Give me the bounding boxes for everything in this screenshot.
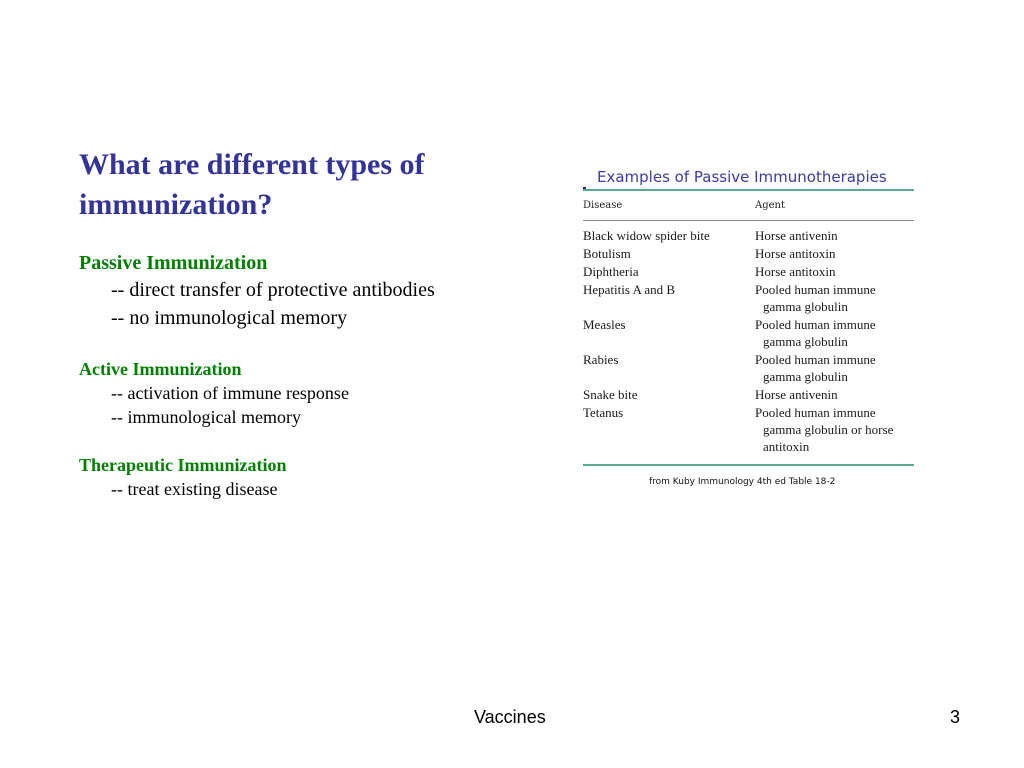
- table-cell-agent: [755, 316, 876, 350]
- section-heading-therapeutic: Therapeutic Immunization: [79, 455, 287, 475]
- table-cell-agent: [755, 263, 836, 280]
- agent-line: gamma globulin: [763, 299, 848, 314]
- table-cell-agent: [755, 404, 893, 455]
- table-cell-disease: Black widow spider bite: [583, 228, 710, 243]
- table-cell-agent: [755, 281, 876, 315]
- table-cell-disease: Diphtheria: [583, 264, 639, 279]
- bullet-point: -- no immunological memory: [111, 307, 348, 329]
- agent-line: Horse antitoxin: [755, 246, 836, 261]
- table-title: Examples of Passive Immunotherapies: [597, 168, 887, 186]
- bullet-point: -- treat existing disease: [111, 479, 278, 499]
- bullet-point: -- activation of immune response: [111, 383, 349, 403]
- table-cell-disease: Tetanus: [583, 405, 624, 420]
- agent-line: Pooled human immune: [755, 352, 876, 367]
- slide-title: What are different types of immunization?: [79, 148, 425, 221]
- agent-line: Pooled human immune: [755, 317, 876, 332]
- agent-line: gamma globulin: [763, 369, 848, 384]
- agent-line: Horse antivenin: [755, 387, 838, 402]
- table-cell-disease: Snake bite: [583, 387, 638, 402]
- table-cell-agent: [755, 245, 836, 262]
- agent-line: antitoxin: [763, 439, 810, 454]
- table-cell-agent: [755, 386, 838, 403]
- agent-line: Pooled human immune: [755, 282, 876, 297]
- table-header-rule: [583, 220, 914, 221]
- table-cell-disease: Rabies: [583, 352, 619, 367]
- agent-line: gamma globulin or horse: [763, 422, 894, 437]
- column-header-agent: Agent: [755, 200, 785, 211]
- section-heading-active: Active Immunization: [79, 359, 242, 379]
- bullet-point: -- direct transfer of protective antibodies: [111, 279, 435, 301]
- table-cell-agent: [755, 351, 876, 385]
- agent-line: Horse antitoxin: [755, 264, 836, 279]
- footer-label: Vaccines: [474, 707, 546, 727]
- bullet-point: -- immunological memory: [111, 407, 301, 427]
- page-number: 3: [950, 707, 961, 727]
- table-source-citation: from Kuby Immunology 4th ed Table 18-2: [649, 477, 836, 487]
- column-header-disease: Disease: [583, 200, 623, 211]
- table-cell-agent: [755, 227, 838, 244]
- table-cell-disease: Botulism: [583, 246, 631, 261]
- table-bottom-rule: [583, 464, 914, 466]
- agent-line: gamma globulin: [763, 334, 848, 349]
- table-cell-disease: Measles: [583, 317, 626, 332]
- section-heading-passive: Passive Immunization: [79, 252, 268, 274]
- table-top-rule: [583, 189, 914, 191]
- agent-line: Pooled human immune: [755, 405, 876, 420]
- agent-line: Horse antivenin: [755, 228, 838, 243]
- table-cell-disease: Hepatitis A and B: [583, 282, 676, 297]
